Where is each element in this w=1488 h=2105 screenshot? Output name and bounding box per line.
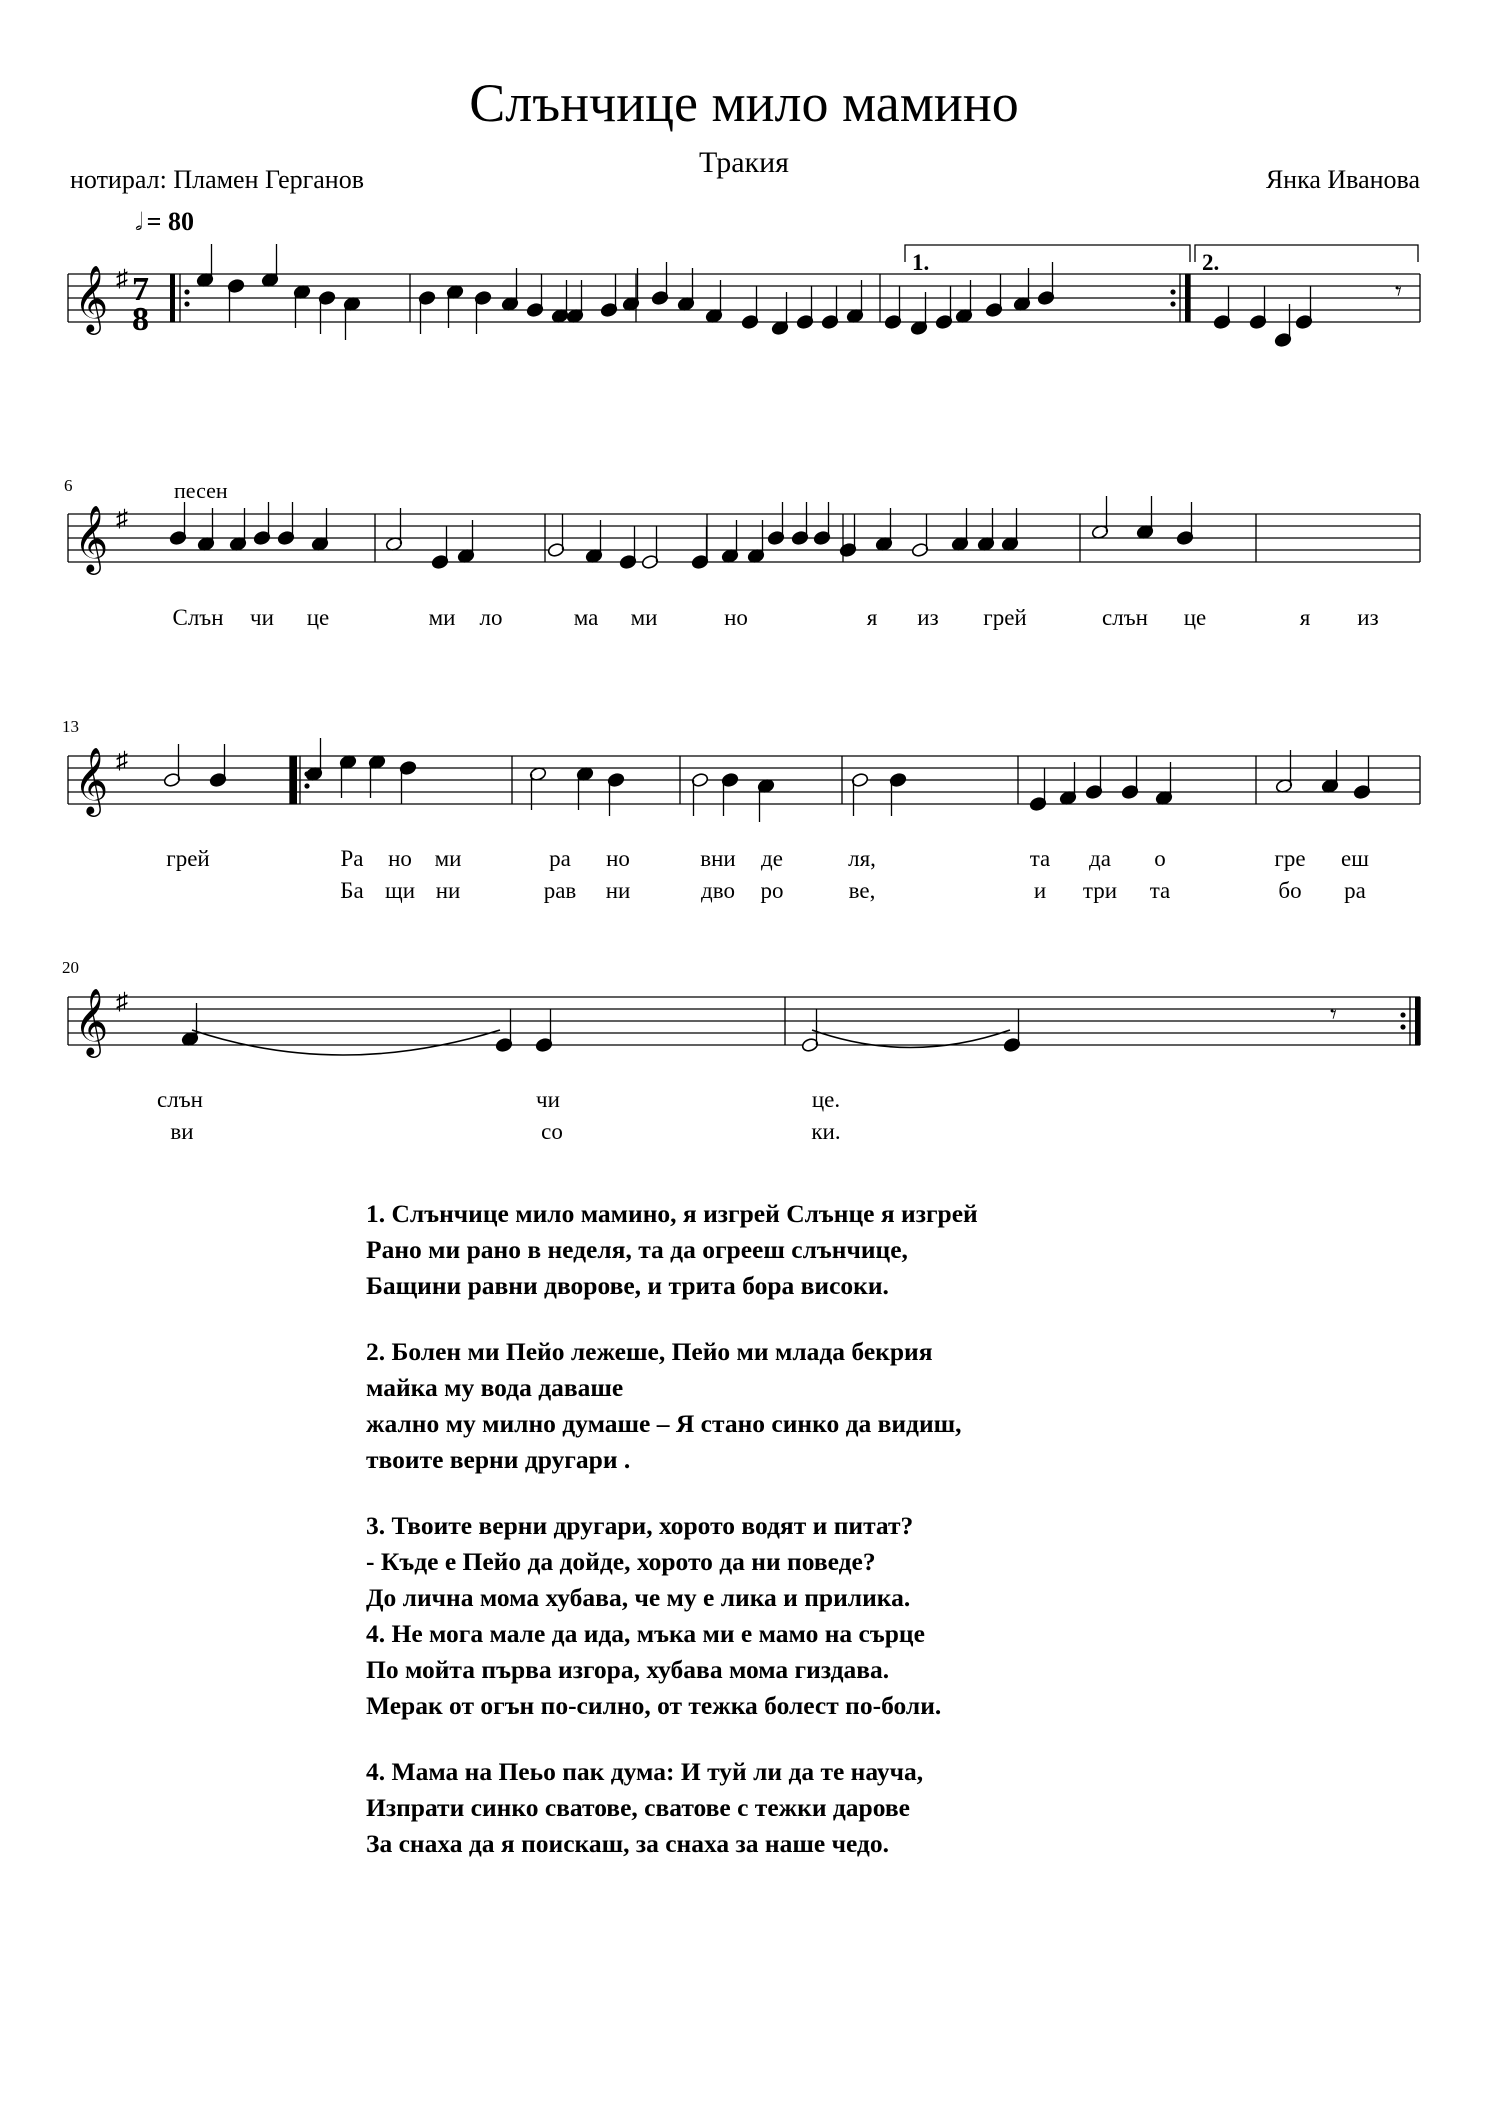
lyric-syllable: но [606, 846, 630, 871]
song-region: Тракия [699, 146, 789, 179]
verse-stanza [366, 1196, 1266, 1304]
repeat-start-barline [170, 274, 175, 322]
lyric-syllable: грей [166, 846, 210, 871]
repeat-end-barline [1185, 274, 1190, 322]
key-sharp-icon: ♯ [116, 266, 128, 292]
verse-line: - Къде е Пейо да дойде, хорото да ни поведе? [366, 1547, 876, 1576]
repeat-dot [304, 783, 309, 788]
repeat-dot [184, 289, 189, 294]
lyrics [157, 605, 1379, 1144]
lyric-syllable: рав [543, 878, 577, 903]
verse-line: По мойта първа изгора, хубава мома гиздава. [366, 1655, 890, 1684]
lyric-syllable: ве, [848, 878, 876, 903]
repeat-dot [1170, 301, 1175, 306]
repeat-dot [1400, 1024, 1405, 1029]
lyric-syllable: ло [479, 605, 503, 630]
lyric-syllable: но [388, 846, 412, 871]
lyric-syllable: ра [1344, 878, 1366, 903]
lyric-syllable: це. [811, 1087, 841, 1112]
lyric-syllable: слън [1102, 605, 1148, 630]
lyric-syllable: ки. [811, 1119, 841, 1144]
verse-line: 4. Мама на Пеьо пак дума: И туй ли да те науча, [366, 1757, 924, 1786]
performer-credit: Янка Иванова [1265, 165, 1420, 194]
time-signature-numerator: 7 [132, 271, 149, 308]
verse-line: 1. Слънчице мило мамино, я изгрей Слънце я изгрей [366, 1199, 978, 1228]
lyric-syllable: да [1089, 846, 1111, 871]
clefs [74, 266, 128, 1058]
final-barline [292, 756, 297, 804]
lyric-syllable: ми [428, 605, 456, 630]
lyric-syllable: ма [573, 605, 599, 630]
arranger-credit: нотирал: Пламен Герганов [70, 165, 364, 194]
verse-line: твоите верни другари . [366, 1445, 631, 1474]
song-title: Слънчице мило мамино [469, 73, 1019, 133]
treble-clef-icon: 𝄞 [74, 506, 109, 571]
lyric-syllable: Ба [340, 878, 364, 903]
measure-number: 13 [62, 717, 79, 736]
lyric-syllable: ми [630, 605, 658, 630]
verse-line: Бащини равни дворове, и трита бора високи. [366, 1271, 889, 1300]
treble-clef-icon: 𝄞 [74, 748, 109, 813]
lyric-syllable: грей [983, 605, 1027, 630]
key-sharp-icon: ♯ [116, 989, 128, 1015]
verse-line: жално му милно думаше – Я стано синко да видиш, [366, 1409, 962, 1438]
lyric-syllable: три [1082, 878, 1118, 903]
barlines [68, 274, 1420, 1045]
treble-clef-icon: 𝄞 [74, 989, 109, 1054]
volta-1-label: 1. [912, 250, 930, 275]
lyric-syllable: ви [170, 1119, 194, 1144]
lyric-syllable: бо [1278, 878, 1302, 903]
verse-stanza [366, 1754, 1266, 1862]
lyric-syllable: и [1033, 878, 1047, 903]
lyric-syllable: Слън [172, 605, 224, 630]
lyric-syllable: та [1029, 846, 1051, 871]
lyric-syllable: де [761, 846, 783, 871]
lyric-syllable: ля, [848, 846, 876, 871]
repeat-end-barline [1415, 997, 1420, 1045]
verse-line: 4. Не мога мале да ида, мъка ми е мамо на сърце [366, 1619, 925, 1648]
lyric-syllable: из [1357, 605, 1379, 630]
verses [366, 1196, 1266, 1892]
treble-clef-icon: 𝄞 [74, 266, 109, 331]
lyric-syllable: гре [1274, 846, 1306, 871]
measure-number: 20 [62, 958, 79, 977]
slur [192, 1030, 500, 1055]
lyric-syllable: чи [536, 1087, 560, 1112]
lyric-syllable: це [1183, 605, 1207, 630]
lyric-syllable: щи [384, 878, 416, 903]
lyric-syllable: слън [157, 1087, 203, 1112]
lyric-syllable: ра [549, 846, 571, 871]
key-sharp-icon: ♯ [116, 506, 128, 532]
lyric-syllable: ро [760, 878, 784, 903]
verse-line: 2. Болен ми Пейо лежеше, Пейо ми млада бекрия [366, 1337, 933, 1366]
lyric-syllable: Ра [340, 846, 364, 871]
lyric-syllable: но [724, 605, 748, 630]
volta-2-label: 2. [1202, 250, 1220, 275]
verse-line: майка му вода даваше [366, 1373, 624, 1402]
half-note-icon: 𝅗𝅥 [135, 210, 143, 236]
notes [163, 244, 1402, 1055]
measure-number: 6 [64, 476, 73, 495]
lyric-syllable: о [1154, 846, 1166, 871]
lyric-syllable: я [866, 605, 878, 630]
lyric-syllable: чи [250, 605, 274, 630]
staff-lines [68, 274, 1420, 1045]
lyric-syllable: еш [1341, 846, 1369, 871]
repeat-dot [1170, 289, 1175, 294]
lyric-syllable: та [1149, 878, 1171, 903]
lyric-syllable: це [306, 605, 330, 630]
lyric-syllable: ни [435, 878, 461, 903]
lyric-syllable: вни [700, 846, 736, 871]
verse-stanza [366, 1508, 1266, 1724]
verse-line: Мерак от огън по-силно, от тежка болест по-боли. [366, 1691, 942, 1720]
verse-stanza [366, 1334, 1266, 1478]
lyric-syllable: ни [605, 878, 631, 903]
verse-line: До лична мома хубава, че му е лика и прилика. [366, 1583, 911, 1612]
volta-brackets [905, 245, 1418, 275]
time-signature [132, 271, 149, 338]
eighth-rest-icon: 𝄾 [1330, 1000, 1337, 1029]
verse-line: 3. Твоите верни другари, хорото водят и питат? [366, 1511, 914, 1540]
repeat-dot [1400, 1012, 1405, 1017]
verse-line: Рано ми рано в неделя, та да огрееш слънчице, [366, 1235, 908, 1264]
time-signature-denominator: 8 [132, 301, 149, 338]
repeat-dot [184, 301, 189, 306]
verse-line: За снаха да я поискаш, за снаха за наше чедо. [366, 1829, 889, 1858]
lyric-syllable: я [1299, 605, 1311, 630]
verse-line: Изпрати синко сватове, сватове с тежки дарове [366, 1793, 910, 1822]
lyric-syllable: дво [701, 878, 735, 903]
section-marker: песен [174, 478, 228, 503]
lyric-syllable: из [917, 605, 939, 630]
tempo-value: = 80 [146, 207, 194, 236]
key-sharp-icon: ♯ [116, 748, 128, 774]
lyric-syllable: со [541, 1119, 563, 1144]
eighth-rest-icon: 𝄾 [1395, 277, 1402, 306]
lyric-syllable: ми [434, 846, 462, 871]
